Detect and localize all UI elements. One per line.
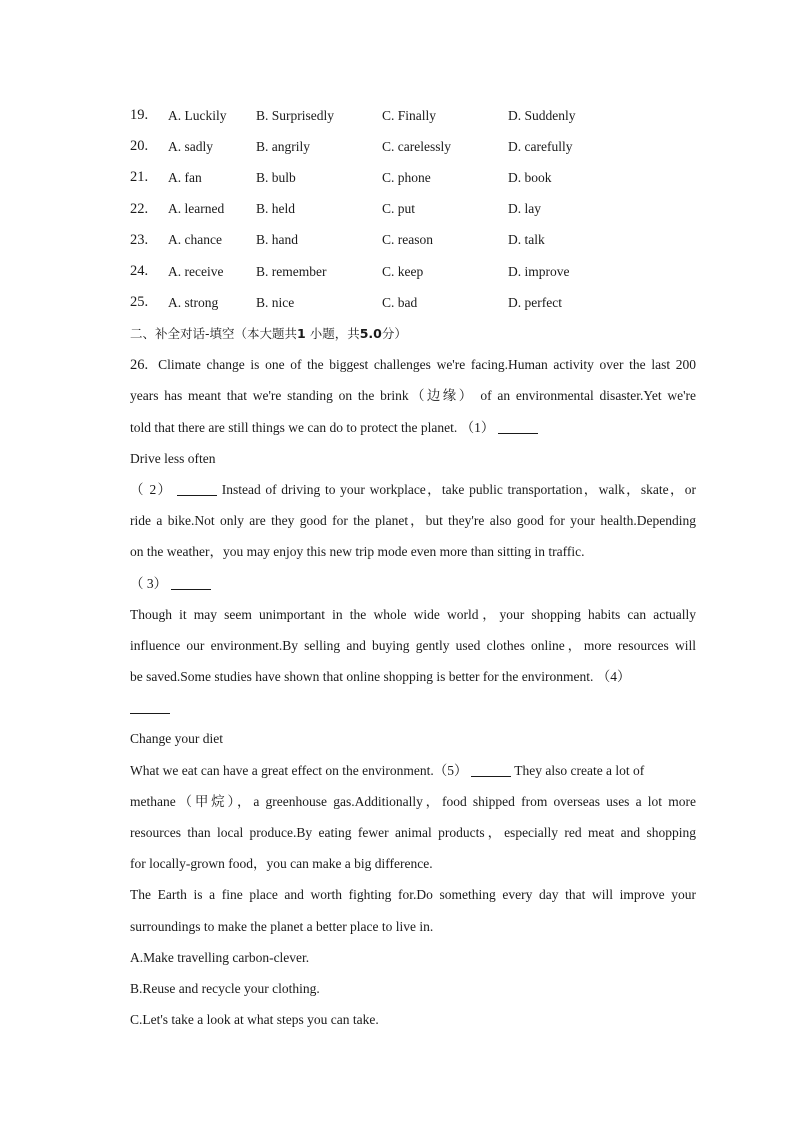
question-number: 26. — [130, 357, 149, 374]
question-number: 25. — [130, 294, 149, 311]
option-c: C. carelessly — [382, 138, 451, 154]
passage-line: told that there are still things we can do to protect the planet. （1） — [130, 412, 696, 443]
option-b: B. held — [256, 201, 295, 217]
passage-line — [130, 692, 696, 723]
option-a: A. receive — [168, 263, 224, 279]
option-a: A. sadly — [168, 138, 213, 154]
option-a: A. learned — [168, 201, 225, 217]
passage-line: be saved.Some studies have shown that online shopping is better for the environment. （4） — [130, 669, 631, 685]
answer-blank-4[interactable] — [130, 699, 170, 714]
passage-line: 26. Climate change is one of the biggest challenges we're facing.Human activity over the last 200 — [130, 357, 696, 374]
option-b: B. nice — [256, 294, 295, 310]
passage-line: The Earth is a fine place and worth fighting for.Do something every day that will improve your — [130, 887, 696, 903]
question-number: 21. — [130, 169, 149, 186]
passage-line: （ 3） — [130, 568, 696, 599]
question-number: 19. — [130, 107, 149, 124]
option-c: C. phone — [382, 169, 431, 185]
subheading: Change your diet — [130, 731, 223, 747]
option-d: D. book — [508, 169, 552, 185]
passage-line: on the weather，you may enjoy this new trip mode even more than sitting in traffic. — [130, 544, 585, 560]
passage-line: methane（甲烷），a greenhouse gas.Additionally，food shipped from overseas uses a lot more — [130, 793, 696, 809]
passage-line: （ 2） Instead of driving to your workplace，take public transportation，walk，skate，or — [130, 481, 697, 497]
question-number: 22. — [130, 200, 149, 217]
passage-line: years has meant that we're standing on the brink（边缘） of an environmental disaster.Yet we're — [130, 388, 696, 404]
option-c: C. bad — [382, 294, 418, 310]
option-a: A. strong — [168, 294, 219, 310]
choice-a: A.Make travelling carbon-clever. — [130, 949, 310, 965]
question-20-options — [130, 131, 730, 162]
option-b: B. bulb — [256, 169, 296, 185]
subheading: Drive less often — [130, 450, 216, 466]
question-24-options — [130, 256, 730, 287]
passage-line: What we eat can have a great effect on the environment.（5） They also create a lot of — [130, 762, 645, 778]
option-b: B. hand — [256, 232, 298, 248]
option-d: D. carefully — [508, 138, 573, 154]
passage-line: surroundings to make the planet a better place to live in. — [130, 918, 434, 934]
question-number: 23. — [130, 231, 149, 248]
options-list — [130, 100, 730, 318]
option-a: A. Luckily — [168, 107, 227, 123]
option-d: D. lay — [508, 201, 541, 217]
passage-line: influence our environment.By selling and buying gently used clothes online，more resources will — [130, 637, 696, 653]
option-d: D. talk — [508, 232, 545, 248]
option-c: C. Finally — [382, 107, 437, 123]
option-d: D. perfect — [508, 294, 562, 310]
question-number: 20. — [130, 138, 149, 155]
question-21-options — [130, 162, 730, 193]
section-score: 5.0 — [359, 326, 382, 341]
option-c: C. keep — [382, 263, 424, 279]
passage-line: resources than local produce.By eating fewer animal products，especially red meat and shopping — [130, 825, 696, 840]
option-d: D. Suddenly — [508, 107, 576, 123]
option-a: A. chance — [168, 232, 222, 248]
option-c: C. put — [382, 201, 416, 217]
option-d: D. improve — [508, 263, 570, 279]
question-25-options — [130, 287, 730, 318]
question-26-block — [130, 318, 696, 1035]
answer-blank-3[interactable] — [171, 575, 211, 590]
section-count: 1 — [297, 326, 306, 341]
passage-line: ride a bike.Not only are they good for the planet，but they're also good for your health.Depending — [130, 513, 696, 529]
answer-blank-1[interactable] — [498, 419, 538, 434]
passage-line: Though it may seem unimportant in the whole wide world，your shopping habits can actually — [130, 606, 696, 622]
option-c: C. reason — [382, 232, 433, 248]
option-b: B. remember — [256, 263, 327, 279]
question-19-options — [130, 100, 730, 131]
answer-blank-2[interactable] — [177, 481, 217, 496]
question-number: 24. — [130, 263, 149, 280]
choice-b: B.Reuse and recycle your clothing. — [130, 980, 320, 996]
answer-blank-5[interactable] — [471, 762, 511, 777]
question-23-options — [130, 225, 730, 256]
question-22-options — [130, 194, 730, 225]
option-b: B. angrily — [256, 138, 310, 154]
section-heading: 二、补全对话-填空（本大题共1 小题，共5.0分） — [130, 326, 407, 341]
option-b: B. Surprisedly — [256, 107, 335, 123]
option-a: A. fan — [168, 169, 202, 185]
choice-c: C.Let's take a look at what steps you can take. — [130, 1012, 379, 1028]
passage-line: for locally-grown food，you can make a big difference. — [130, 856, 433, 872]
